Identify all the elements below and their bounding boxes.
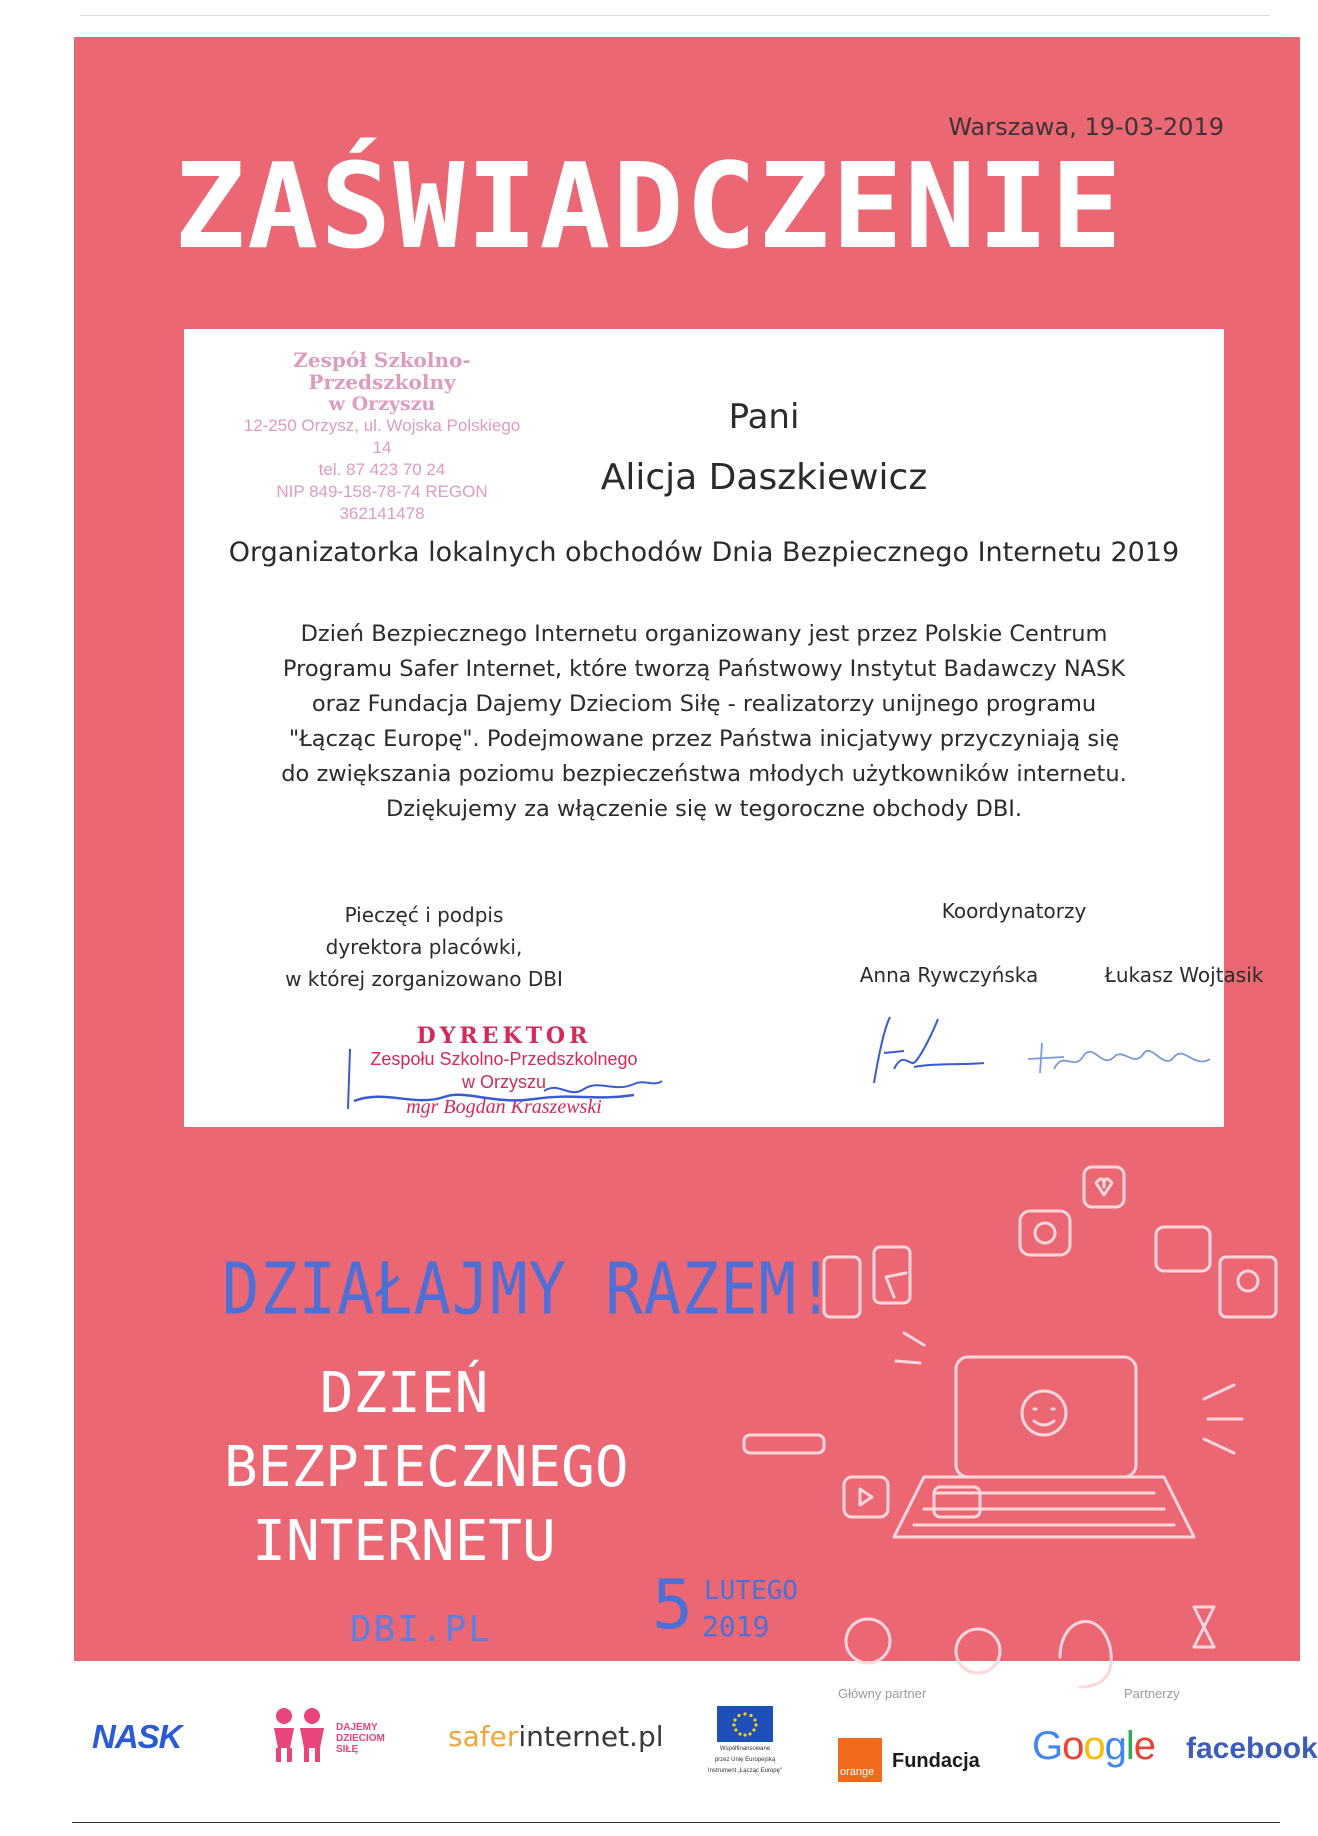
children-icon bbox=[268, 1706, 332, 1764]
eu-cofinancing-logo bbox=[690, 1706, 800, 1775]
eu-line: przez Unię Europejską bbox=[714, 1757, 776, 1763]
google-logo bbox=[1032, 1724, 1155, 1769]
school-stamp-line: NIP 849-158-78-74 REGON 362141478 bbox=[276, 482, 488, 523]
google-text: Google bbox=[1032, 1724, 1156, 1768]
event-title-line: INTERNETU bbox=[252, 1509, 556, 1574]
saferinternet-rest: internet.pl bbox=[518, 1720, 664, 1753]
certificate-background bbox=[74, 37, 1300, 1661]
place-date: Warszawa, 19-03-2019 bbox=[948, 113, 1224, 141]
certificate-body bbox=[244, 617, 1164, 827]
top-rule bbox=[80, 15, 1270, 16]
ddz-line: DAJEMY bbox=[336, 1722, 378, 1733]
body-line: Programu Safer Internet, które tworzą Państwowy Instytut Badawczy NASK bbox=[282, 656, 1126, 682]
fundacja-text: Fundacja bbox=[892, 1750, 980, 1772]
chat-bubble-icon bbox=[1020, 1211, 1070, 1255]
password-field-icon bbox=[744, 1435, 824, 1453]
recipient-role: Organizatorka lokalnych obchodów Dnia Bezpiecznego Internetu 2019 bbox=[228, 537, 1180, 568]
caption-line: w której zorganizowano DBI bbox=[285, 967, 563, 991]
school-stamp-line: 12-250 Orzysz, ul. Wojska Polskiego 14 bbox=[243, 416, 521, 457]
coordinator-signature-2 bbox=[1024, 1029, 1224, 1089]
eu-line: Instrument „Łącząc Europę" bbox=[707, 1768, 783, 1774]
saferinternet-accent: safer bbox=[448, 1720, 519, 1753]
face-icon bbox=[1060, 1622, 1111, 1687]
body-line: do zwiększania poziomu bezpieczeństwa młodych użytkowników internetu. bbox=[281, 761, 1127, 787]
coordinator-name-2: Łukasz Wojtasik bbox=[1104, 963, 1264, 987]
partners-label: Partnerzy bbox=[1124, 1686, 1180, 1701]
recipient-name: Alicja Daszkiewicz bbox=[600, 457, 928, 498]
coordinator-name-1: Anna Rywczyńska bbox=[859, 963, 1039, 987]
school-stamp-line: tel. 87 423 70 24 bbox=[318, 460, 446, 479]
smiley-icon bbox=[1022, 1391, 1066, 1435]
message-icon bbox=[1156, 1227, 1210, 1271]
laptop-screen-icon bbox=[956, 1357, 1136, 1477]
facebook-logo: facebook bbox=[1186, 1732, 1318, 1765]
event-date-year: 2019 bbox=[702, 1610, 770, 1643]
video-icon bbox=[844, 1477, 888, 1517]
orange-square-icon bbox=[838, 1738, 882, 1782]
nask-logo: NASK bbox=[92, 1718, 182, 1755]
director-stamp-name: mgr Bogdan Kraszewski bbox=[406, 1096, 602, 1118]
bottom-rule bbox=[72, 1822, 1280, 1823]
director-signature-caption bbox=[274, 899, 574, 995]
director-signature bbox=[344, 1029, 684, 1129]
pointer-icon bbox=[886, 1273, 906, 1297]
coordinator-signature-1 bbox=[864, 1009, 994, 1089]
coordinators-label: Koordynatorzy bbox=[941, 899, 1087, 923]
emoji-icon bbox=[846, 1619, 890, 1663]
school-stamp-line: w Orzyszu bbox=[328, 393, 436, 415]
event-date-month: LUTEGO bbox=[704, 1576, 798, 1606]
orange-sq-text: orange bbox=[840, 1766, 875, 1778]
internet-doodles-illustration bbox=[724, 1137, 1300, 1697]
ddz-text bbox=[336, 1722, 385, 1755]
event-title-line: DZIEŃ bbox=[319, 1361, 489, 1426]
event-title bbox=[224, 1357, 629, 1579]
school-stamp bbox=[232, 349, 532, 525]
ddz-line: DZIECIOM bbox=[336, 1733, 385, 1744]
caption-line: Pieczęć i podpis bbox=[344, 903, 504, 927]
caption-line: dyrektora placówki, bbox=[325, 935, 523, 959]
main-partner-label: Główny partner bbox=[838, 1686, 927, 1701]
director-stamp-line: w Orzyszu bbox=[461, 1072, 546, 1092]
phone-icon bbox=[824, 1257, 860, 1317]
body-line: Dzień Bezpiecznego Internetu organizowany jest przez Polskie Centrum bbox=[300, 621, 1108, 647]
ddz-line: SIŁĘ bbox=[336, 1744, 359, 1755]
event-site: DBI.PL bbox=[350, 1609, 493, 1650]
body-line: Dziękujemy za włączenie się w tegoroczne obchody DBI. bbox=[385, 796, 1023, 822]
event-title-line: BEZPIECZNEGO bbox=[224, 1435, 629, 1500]
director-stamp-line: Zespołu Szkolno-Przedszkolnego bbox=[370, 1049, 638, 1069]
event-date-day: 5 bbox=[652, 1566, 693, 1645]
school-stamp-line: Zespół Szkolno-Przedszkolny bbox=[293, 348, 471, 394]
director-stamp-title: DYREKTOR bbox=[416, 1023, 592, 1049]
photo-icon bbox=[1220, 1257, 1276, 1317]
emoji-icon-2 bbox=[956, 1629, 1000, 1673]
salutation: Pani bbox=[728, 397, 800, 437]
certificate-title: ZAŚWIADCZENIE bbox=[174, 137, 1124, 275]
body-line: "Łącząc Europę". Podejmowane przez Państwa inicjatywy przyczyniają się bbox=[288, 726, 1120, 752]
body-line: oraz Fundacja Dajemy Dzieciom Siłę - realizatorzy unijnego programu bbox=[311, 691, 1097, 717]
hourglass-icon bbox=[1194, 1607, 1214, 1647]
eu-line: Współfinansowane bbox=[719, 1746, 771, 1752]
slogan: DZIAŁAJMY RAZEM! bbox=[222, 1247, 836, 1331]
saferinternet-logo bbox=[448, 1720, 664, 1753]
certificate-card bbox=[184, 329, 1264, 1127]
dajemy-dzieciom-sile-logo bbox=[268, 1706, 385, 1768]
eu-flag-icon bbox=[717, 1706, 773, 1742]
